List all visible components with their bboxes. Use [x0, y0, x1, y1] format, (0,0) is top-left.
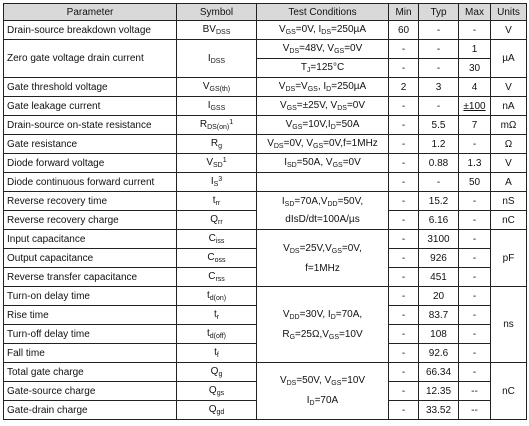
- table-row: [4, 363, 527, 382]
- max-cell: 1.3: [459, 154, 491, 173]
- unit-cell: V: [491, 21, 527, 40]
- unit-cell: A: [491, 173, 527, 192]
- typ-cell: 6.16: [419, 211, 459, 230]
- spec-table-container: [3, 3, 527, 420]
- condition-cell: [257, 173, 389, 192]
- table-row: [4, 40, 527, 59]
- header-min: Min: [389, 4, 419, 21]
- unit-cell: mΩ: [491, 116, 527, 135]
- typ-cell: -: [419, 21, 459, 40]
- min-cell: -: [389, 230, 419, 249]
- min-cell: -: [389, 40, 419, 59]
- unit-cell: nS: [491, 192, 527, 211]
- param-cell: Gate-drain charge: [4, 401, 177, 420]
- param-cell: Gate resistance: [4, 135, 177, 154]
- condition-cell: $V_{DS}=48V$, $V_{GS}=0V$: [257, 40, 389, 59]
- min-cell: -: [389, 401, 419, 420]
- min-cell: -: [389, 249, 419, 268]
- typ-cell: 926: [419, 249, 459, 268]
- symbol-cell: $Q_g$: [177, 363, 257, 382]
- condition-cell: $V_{DS}=V_{GS}$, $I_D=250\mu A$: [257, 78, 389, 97]
- max-cell: ±100: [459, 97, 491, 116]
- symbol-cell: $t_{rr}$: [177, 192, 257, 211]
- min-cell: -: [389, 287, 419, 306]
- unit-cell: V: [491, 78, 527, 97]
- typ-cell: 108: [419, 325, 459, 344]
- unit-cell: V: [491, 154, 527, 173]
- table-row: [4, 21, 527, 40]
- header-conditions: Test Conditions: [257, 4, 389, 21]
- unit-cell: ns: [491, 287, 527, 363]
- min-cell: -: [389, 192, 419, 211]
- unit-cell: Ω: [491, 135, 527, 154]
- typ-cell: 66.34: [419, 363, 459, 382]
- min-cell: -: [389, 325, 419, 344]
- table-row: [4, 78, 527, 97]
- symbol-cell: $R_g$: [177, 135, 257, 154]
- symbol-cell: $Q_{gs}$: [177, 382, 257, 401]
- unit-cell: µA: [491, 40, 527, 78]
- max-cell: --: [459, 382, 491, 401]
- param-cell: Gate leakage current: [4, 97, 177, 116]
- max-cell: -: [459, 21, 491, 40]
- max-cell: -: [459, 306, 491, 325]
- min-cell: -: [389, 135, 419, 154]
- symbol-cell: $BV_{DSS}$: [177, 21, 257, 40]
- typ-cell: 20: [419, 287, 459, 306]
- symbol-cell: $V_{SD}^1$: [177, 154, 257, 173]
- header-units: Units: [491, 4, 527, 21]
- typ-cell: 0.88: [419, 154, 459, 173]
- condition-cell: $I_{SD}=50A$, $V_{GS}=0V$: [257, 154, 389, 173]
- min-cell: -: [389, 211, 419, 230]
- min-cell: -: [389, 344, 419, 363]
- param-cell: Turn-off delay time: [4, 325, 177, 344]
- typ-cell: 3100: [419, 230, 459, 249]
- table-row: [4, 230, 527, 249]
- symbol-cell: $Q_{rr}$: [177, 211, 257, 230]
- symbol-cell: $I_{DSS}$: [177, 40, 257, 78]
- condition-cell: $V_{DS}=0V$, $V_{GS}=0V,f=1MHz$: [257, 135, 389, 154]
- condition-cell: $V_{DS}=50V$, $V_{GS}=10V$ $I_D=70A$: [257, 363, 389, 420]
- param-cell: Fall time: [4, 344, 177, 363]
- max-cell: 1: [459, 40, 491, 59]
- condition-cell: $V_{GS}=\pm 25V$, $V_{DS}=0V$: [257, 97, 389, 116]
- min-cell: -: [389, 306, 419, 325]
- param-cell: Zero gate voltage drain current: [4, 40, 177, 78]
- typ-cell: 12.35: [419, 382, 459, 401]
- table-row: [4, 135, 527, 154]
- max-cell: 50: [459, 173, 491, 192]
- unit-cell: nC: [491, 211, 527, 230]
- header-symbol: Symbol: [177, 4, 257, 21]
- typ-cell: -: [419, 173, 459, 192]
- condition-cell: $V_{GS}=10V,I_D=50A$: [257, 116, 389, 135]
- param-cell: Reverse transfer capacitance: [4, 268, 177, 287]
- max-cell: -: [459, 249, 491, 268]
- header-row: [4, 4, 527, 21]
- param-cell: Gate threshold voltage: [4, 78, 177, 97]
- max-cell: -: [459, 344, 491, 363]
- max-cell: -: [459, 211, 491, 230]
- symbol-cell: $Q_{gd}$: [177, 401, 257, 420]
- param-cell: Drain-source on-state resistance: [4, 116, 177, 135]
- max-cell: 4: [459, 78, 491, 97]
- min-cell: 60: [389, 21, 419, 40]
- condition-cell: $V_{DD}=30V$, $I_D=70A$, $R_G=25\Omega,V_{GS}=10V$: [257, 287, 389, 363]
- typ-cell: 3: [419, 78, 459, 97]
- param-cell: Reverse recovery time: [4, 192, 177, 211]
- condition-cell: $V_{GS}=0V$, $I_{DS}=250\mu A$: [257, 21, 389, 40]
- min-cell: 2: [389, 78, 419, 97]
- max-cell: --: [459, 401, 491, 420]
- typ-cell: 1.2: [419, 135, 459, 154]
- electrical-characteristics-table: [3, 3, 527, 420]
- table-row: [4, 287, 527, 306]
- table-row: [4, 97, 527, 116]
- table-row: [4, 173, 527, 192]
- param-cell: Rise time: [4, 306, 177, 325]
- min-cell: -: [389, 268, 419, 287]
- symbol-cell: $C_{oss}$: [177, 249, 257, 268]
- typ-cell: -: [419, 40, 459, 59]
- param-cell: Diode continuous forward current: [4, 173, 177, 192]
- unit-cell: nA: [491, 97, 527, 116]
- symbol-cell: $C_{rss}$: [177, 268, 257, 287]
- unit-cell: nC: [491, 363, 527, 420]
- max-cell: -: [459, 287, 491, 306]
- symbol-cell: $V_{GS(th)}$: [177, 78, 257, 97]
- typ-cell: 83.7: [419, 306, 459, 325]
- param-cell: Diode forward voltage: [4, 154, 177, 173]
- table-row: [4, 192, 527, 211]
- max-cell: -: [459, 268, 491, 287]
- symbol-cell: $R_{DS(on)}^1$: [177, 116, 257, 135]
- min-cell: -: [389, 97, 419, 116]
- condition-cell: $T_J=125^\circ C$: [257, 59, 389, 78]
- max-cell: 7: [459, 116, 491, 135]
- condition-cell: $I_{SD}=70A,V_{DD}=50V$, dIsD/dt=100A/µs: [257, 192, 389, 230]
- max-cell: -: [459, 192, 491, 211]
- table-row: [4, 116, 527, 135]
- param-cell: Reverse recovery charge: [4, 211, 177, 230]
- max-cell: -: [459, 325, 491, 344]
- min-cell: -: [389, 59, 419, 78]
- typ-cell: 92.6: [419, 344, 459, 363]
- min-cell: -: [389, 154, 419, 173]
- max-cell: 30: [459, 59, 491, 78]
- typ-cell: 33.52: [419, 401, 459, 420]
- typ-cell: -: [419, 59, 459, 78]
- typ-cell: 451: [419, 268, 459, 287]
- param-cell: Output capacitance: [4, 249, 177, 268]
- symbol-cell: $C_{iss}$: [177, 230, 257, 249]
- max-cell: -: [459, 135, 491, 154]
- table-row: [4, 154, 527, 173]
- typ-cell: 15.2: [419, 192, 459, 211]
- symbol-cell: $t_r$: [177, 306, 257, 325]
- condition-cell: $V_{DS}=25V,V_{GS}=0V$, f=1MHz: [257, 230, 389, 287]
- param-cell: Drain-source breakdown voltage: [4, 21, 177, 40]
- typ-cell: -: [419, 97, 459, 116]
- min-cell: -: [389, 382, 419, 401]
- header-max: Max: [459, 4, 491, 21]
- header-parameter: Parameter: [4, 4, 177, 21]
- unit-cell: pF: [491, 230, 527, 287]
- min-cell: -: [389, 173, 419, 192]
- min-cell: -: [389, 363, 419, 382]
- min-cell: -: [389, 116, 419, 135]
- symbol-cell: $t_{d(on)}$: [177, 287, 257, 306]
- max-cell: -: [459, 363, 491, 382]
- param-cell: Total gate charge: [4, 363, 177, 382]
- symbol-cell: $I_{GSS}$: [177, 97, 257, 116]
- param-cell: Gate-source charge: [4, 382, 177, 401]
- max-cell: -: [459, 230, 491, 249]
- param-cell: Input capacitance: [4, 230, 177, 249]
- header-typ: Typ: [419, 4, 459, 21]
- symbol-cell: $I_S^3$: [177, 173, 257, 192]
- param-cell: Turn-on delay time: [4, 287, 177, 306]
- symbol-cell: $t_{d(off)}$: [177, 325, 257, 344]
- symbol-cell: $t_f$: [177, 344, 257, 363]
- typ-cell: 5.5: [419, 116, 459, 135]
